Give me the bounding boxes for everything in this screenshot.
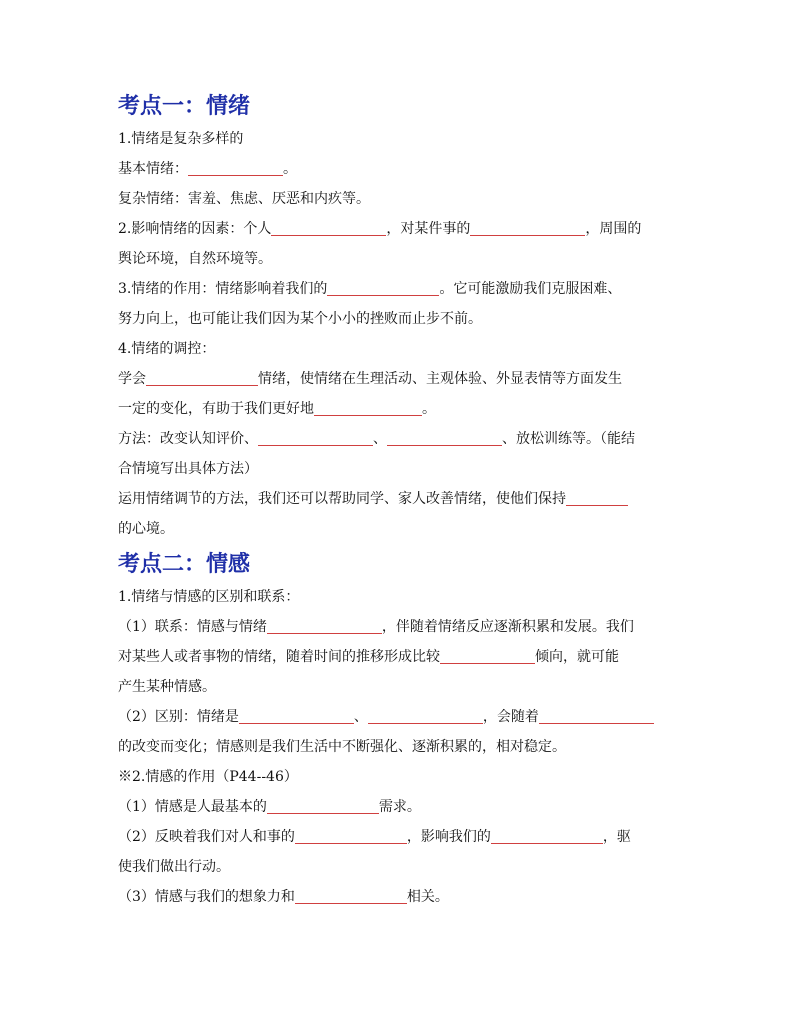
fill-blank[interactable] [368,707,483,724]
fill-blank[interactable] [146,369,258,386]
s1-line-5: 舆论环境，自然环境等。 [118,251,272,267]
fill-blank[interactable] [239,707,354,724]
s2-line-7: ※2.情感的作用（P44--46） [118,769,298,785]
s2-line-3: 对某些人或者事物的情绪，随着时间的推移形成比较 倾向，就可能 [118,649,619,665]
s1-line-14: 的心境。 [118,521,174,537]
fill-blank[interactable] [267,797,379,814]
fill-blank[interactable] [314,399,422,416]
s1-line-6: 3.情绪的作用：情绪影响着我们的 。它可能激励我们克服困难、 [118,281,622,297]
s2-line-11: （3）情感与我们的想象力和 相关。 [118,889,449,905]
fill-blank[interactable] [470,219,585,236]
s2-line-1: 1.情绪与情感的区别和联系： [118,589,300,605]
fill-blank[interactable] [295,887,407,904]
fill-blank[interactable] [491,827,603,844]
s1-line-10: 一定的变化，有助于我们更好地 。 [118,401,436,417]
fill-blank[interactable] [295,827,407,844]
fill-blank[interactable] [440,647,535,664]
s1-line-13: 运用情绪调节的方法，我们还可以帮助同学、家人改善情绪，使他们保持 [118,484,678,514]
s1-line-7: 努力向上，也可能让我们因为某个小小的挫败而止步不前。 [118,311,482,327]
s1-line-11: 方法：改变认知评价、 、 、放松训练等。（能结 [118,431,635,447]
fill-blank[interactable] [387,429,502,446]
fill-blank[interactable] [271,219,386,236]
fill-blank[interactable] [188,159,283,176]
fill-blank[interactable] [327,279,439,296]
s2-line-6: 的改变而变化；情感则是我们生活中不断强化、逐渐积累的，相对稳定。 [118,739,566,755]
s2-line-4: 产生某种情感。 [118,679,216,695]
section1-heading: 考点一：情绪 [118,94,251,119]
s1-line-2: 基本情绪： 。 [118,161,297,177]
s1-line-1: 1.情绪是复杂多样的 [118,131,244,147]
s1-line-4: 2.影响情绪的因素：个人 ，对某件事的 ，周围的 [118,221,642,237]
s2-line-5: （2）区别：情绪是 、 ，会随着 [118,702,678,732]
s2-line-2: （1）联系：情感与情绪 ，伴随着情绪反应逐渐积累和发展。我们 [118,619,634,635]
s1-line-8: 4.情绪的调控： [118,341,216,357]
fill-blank[interactable] [258,429,373,446]
s2-line-9: （2）反映着我们对人和事的 ，影响我们的 ，驱 [118,829,631,845]
s2-line-10: 使我们做出行动。 [118,859,230,875]
s1-line-3: 复杂情绪：害羞、焦虑、厌恶和内疚等。 [118,191,370,207]
s2-line-8: （1）情感是人最基本的 需求。 [118,799,421,815]
fill-blank[interactable] [539,707,654,724]
fill-blank[interactable] [566,489,628,506]
section2-heading: 考点二：情感 [118,552,251,577]
s1-line-12: 合情境写出具体方法） [118,461,258,477]
worksheet-content [118,90,678,912]
s1-line-9: 学会 情绪，使情绪在生理活动、主观体验、外显表情等方面发生 [118,371,622,387]
fill-blank[interactable] [267,617,382,634]
